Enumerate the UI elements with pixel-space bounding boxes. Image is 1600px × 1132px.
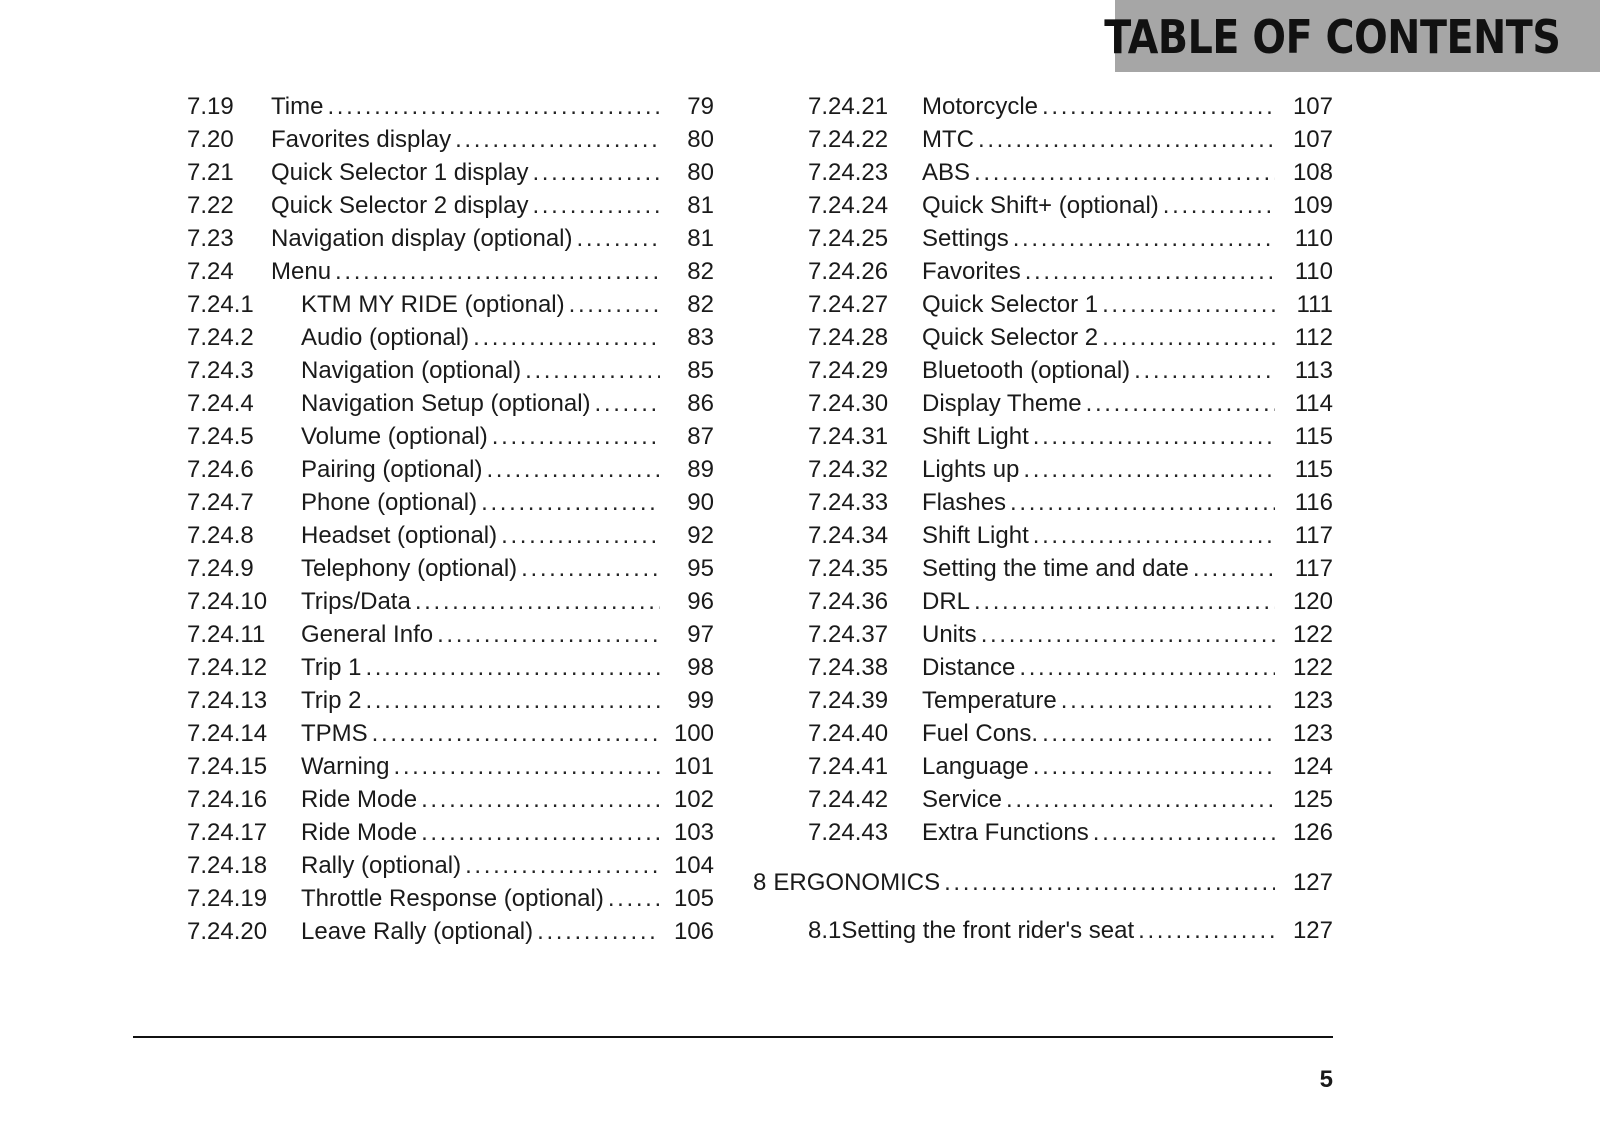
entry-number: 7.24.17 xyxy=(187,819,268,846)
toc-entry[interactable] xyxy=(187,552,714,585)
dot-leader xyxy=(481,486,660,519)
entry-number: 7.24.21 xyxy=(808,93,889,120)
chapter-page: 127 xyxy=(1292,869,1333,896)
entry-title: Favorites display xyxy=(271,126,452,153)
chapter-title: ERGONOMICS xyxy=(773,869,941,896)
entry-number: 7.24.25 xyxy=(808,225,889,252)
entry-page: 86 xyxy=(687,390,714,417)
toc-entry[interactable] xyxy=(808,156,1333,189)
entry-page: 101 xyxy=(673,753,714,780)
entry-title: Shift Light xyxy=(922,522,1029,549)
entry-title: Flashes xyxy=(922,489,1007,516)
toc-entry[interactable] xyxy=(808,914,1333,947)
entry-title: Volume (optional) xyxy=(301,423,488,450)
entry-number: 7.24.26 xyxy=(808,258,889,285)
dot-leader xyxy=(577,222,661,255)
entry-number: 7.20 xyxy=(187,126,234,153)
entry-title: Display Theme xyxy=(922,390,1082,417)
dot-leader xyxy=(521,552,660,585)
entry-page: 79 xyxy=(687,93,714,120)
dot-leader xyxy=(327,90,660,123)
toc-entry[interactable] xyxy=(808,585,1333,618)
entry-title: Quick Selector 2 xyxy=(922,324,1099,351)
entry-title: Navigation display (optional) xyxy=(271,225,573,252)
entry-number: 7.24.5 xyxy=(187,423,254,450)
entry-page: 117 xyxy=(1294,522,1333,549)
toc-entry[interactable] xyxy=(187,915,714,948)
toc-entry[interactable] xyxy=(187,453,714,486)
entry-number: 7.24.31 xyxy=(808,423,889,450)
dot-leader xyxy=(1138,914,1275,947)
entry-number: 7.24.13 xyxy=(187,687,268,714)
entry-number: 7.24.15 xyxy=(187,753,268,780)
dot-leader xyxy=(1042,90,1275,123)
entry-page: 122 xyxy=(1292,654,1333,681)
entry-title: Phone (optional) xyxy=(301,489,478,516)
entry-title: Temperature xyxy=(922,687,1057,714)
entry-title: Menu xyxy=(271,258,332,285)
toc-entry[interactable] xyxy=(187,288,714,321)
dot-leader xyxy=(944,866,1275,899)
toc-entry[interactable] xyxy=(808,552,1333,585)
entry-number: 7.24.34 xyxy=(808,522,889,549)
entry-number: 7.24.14 xyxy=(187,720,268,747)
toc-entry[interactable] xyxy=(808,288,1333,321)
dot-leader xyxy=(1033,750,1275,783)
entry-title: Audio (optional) xyxy=(301,324,470,351)
page-number: 5 xyxy=(1319,1066,1333,1093)
entry-number: 7.24.35 xyxy=(808,555,889,582)
toc-entry[interactable] xyxy=(187,651,714,684)
entry-title: Settings xyxy=(922,225,1009,252)
toc-entry[interactable] xyxy=(187,783,714,816)
toc-entry[interactable] xyxy=(187,618,714,651)
entry-number: 7.24.28 xyxy=(808,324,889,351)
dot-leader xyxy=(421,783,660,816)
dot-leader xyxy=(1010,486,1275,519)
entry-page: 115 xyxy=(1294,456,1333,483)
entry-number: 7.24.12 xyxy=(187,654,268,681)
entry-title: Favorites xyxy=(922,258,1021,285)
dot-leader xyxy=(1102,321,1275,354)
dot-leader xyxy=(437,618,660,651)
dot-leader xyxy=(365,684,660,717)
dot-leader xyxy=(1006,783,1275,816)
dot-leader xyxy=(1023,453,1275,486)
entry-number: 7.24.41 xyxy=(808,753,889,780)
entry-number: 7.24.43 xyxy=(808,819,889,846)
toc-entry[interactable] xyxy=(187,486,714,519)
entry-title: Leave Rally (optional) xyxy=(301,918,534,945)
entry-title: Lights up xyxy=(922,456,1020,483)
entry-page: 124 xyxy=(1292,753,1333,780)
dot-leader xyxy=(393,750,660,783)
toc-entry[interactable] xyxy=(187,717,714,750)
toc-chapter-entry[interactable] xyxy=(753,866,1333,899)
entry-title: Quick Shift+ (optional) xyxy=(922,192,1159,219)
dot-leader xyxy=(1193,552,1275,585)
entry-title: Rally (optional) xyxy=(301,852,462,879)
entry-page: 80 xyxy=(687,126,714,153)
toc-entry[interactable] xyxy=(187,354,714,387)
entry-page: 99 xyxy=(687,687,714,714)
entry-page: 112 xyxy=(1294,324,1333,351)
toc-entry[interactable] xyxy=(808,354,1333,387)
entry-title: Units xyxy=(922,621,977,648)
entry-number: 7.24.19 xyxy=(187,885,268,912)
entry-number: 7.24.23 xyxy=(808,159,889,186)
entry-title: Motorcycle xyxy=(922,93,1039,120)
entry-title: Ride Mode xyxy=(301,819,418,846)
entry-number: 7.24.2 xyxy=(187,324,254,351)
dot-leader xyxy=(1033,519,1275,552)
entry-page: 115 xyxy=(1294,423,1333,450)
entry-page: 108 xyxy=(1292,159,1333,186)
entry-number: 7.21 xyxy=(187,159,234,186)
toc-entry[interactable] xyxy=(187,90,714,123)
entry-title: Bluetooth (optional) xyxy=(922,357,1131,384)
dot-leader xyxy=(595,387,660,420)
entry-number: 7.24.4 xyxy=(187,390,254,417)
toc-entry[interactable] xyxy=(187,519,714,552)
dot-leader xyxy=(1013,222,1275,255)
page-title: TABLE OF CONTENTS xyxy=(1103,10,1560,64)
entry-page: 96 xyxy=(687,588,714,615)
toc-entry[interactable] xyxy=(808,387,1333,420)
dot-leader xyxy=(421,816,660,849)
toc-entry[interactable] xyxy=(808,684,1333,717)
entry-page: 104 xyxy=(673,852,714,879)
toc-entry[interactable] xyxy=(187,189,714,222)
entry-number: 7.24.30 xyxy=(808,390,889,417)
toc-entry[interactable] xyxy=(808,123,1333,156)
entry-page: 123 xyxy=(1292,687,1333,714)
entry-page: 114 xyxy=(1294,390,1333,417)
entry-page: 107 xyxy=(1292,93,1333,120)
entry-number: 7.24.11 xyxy=(187,621,266,648)
toc-right-column xyxy=(808,90,1333,849)
entry-number: 7.24.40 xyxy=(808,720,889,747)
entry-title: Setting the front rider's seat xyxy=(841,917,1135,944)
entry-page: 100 xyxy=(673,720,714,747)
dot-leader xyxy=(473,321,660,354)
header-tab xyxy=(1103,0,1600,72)
entry-page: 105 xyxy=(673,885,714,912)
entry-title: Pairing (optional) xyxy=(301,456,483,483)
entry-number: 7.24.37 xyxy=(808,621,889,648)
entry-page: 90 xyxy=(687,489,714,516)
entry-page: 82 xyxy=(687,291,714,318)
toc-entry[interactable] xyxy=(808,90,1333,123)
dot-leader xyxy=(1134,354,1275,387)
entry-title: MTC xyxy=(922,126,974,153)
entry-number: 7.24.24 xyxy=(808,192,889,219)
dot-leader xyxy=(608,882,660,915)
toc-entry[interactable] xyxy=(187,684,714,717)
toc-entry[interactable] xyxy=(808,189,1333,222)
entry-page: 87 xyxy=(687,423,714,450)
entry-number: 7.24.18 xyxy=(187,852,268,879)
entry-number: 7.24.20 xyxy=(187,918,268,945)
toc-entry[interactable] xyxy=(187,156,714,189)
entry-title: Fuel Cons. xyxy=(922,720,1039,747)
entry-title: Trip 2 xyxy=(301,687,362,714)
entry-number: 7.24.39 xyxy=(808,687,889,714)
dot-leader xyxy=(1093,816,1275,849)
entry-number: 7.24.36 xyxy=(808,588,889,615)
entry-number: 7.24.1 xyxy=(187,291,254,318)
entry-page: 103 xyxy=(673,819,714,846)
entry-title: Ride Mode xyxy=(301,786,418,813)
entry-page: 125 xyxy=(1292,786,1333,813)
dot-leader xyxy=(1042,717,1275,750)
dot-leader xyxy=(981,618,1275,651)
entry-title: Time xyxy=(271,93,324,120)
entry-title: Telephony (optional) xyxy=(301,555,518,582)
dot-leader xyxy=(365,651,660,684)
entry-page: 120 xyxy=(1292,588,1333,615)
entry-title: Navigation Setup (optional) xyxy=(301,390,591,417)
toc-entry[interactable] xyxy=(187,321,714,354)
entry-page: 109 xyxy=(1292,192,1333,219)
toc-entry[interactable] xyxy=(808,321,1333,354)
entry-title: General Info xyxy=(301,621,434,648)
toc-entry[interactable] xyxy=(187,387,714,420)
toc-entry[interactable] xyxy=(808,453,1333,486)
entry-title: Distance xyxy=(922,654,1016,681)
entry-number: 7.24.32 xyxy=(808,456,889,483)
dot-leader xyxy=(455,123,660,156)
toc-entry[interactable] xyxy=(187,750,714,783)
entry-number: 7.24.22 xyxy=(808,126,889,153)
entry-number: 7.24.33 xyxy=(808,489,889,516)
entry-number: 7.24.9 xyxy=(187,555,254,582)
entry-number: 7.22 xyxy=(187,192,234,219)
entry-number: 8.1 xyxy=(808,917,842,944)
footer-divider xyxy=(133,1036,1333,1038)
entry-number: 7.24.3 xyxy=(187,357,254,384)
entry-page: 111 xyxy=(1296,291,1333,318)
entry-number: 7.24.10 xyxy=(187,588,268,615)
toc-left-column xyxy=(187,90,714,948)
entry-page: 113 xyxy=(1294,357,1333,384)
toc-entry[interactable] xyxy=(187,222,714,255)
toc-entry[interactable] xyxy=(808,783,1333,816)
entry-title: KTM MY RIDE (optional) xyxy=(301,291,565,318)
entry-page: 117 xyxy=(1294,555,1333,582)
entry-title: ABS xyxy=(922,159,971,186)
entry-number: 7.23 xyxy=(187,225,234,252)
toc-entry[interactable] xyxy=(187,255,714,288)
dot-leader xyxy=(1019,651,1275,684)
dot-leader xyxy=(335,255,660,288)
toc-entry[interactable] xyxy=(808,420,1333,453)
dot-leader xyxy=(1061,684,1275,717)
dot-leader xyxy=(537,915,660,948)
entry-title: Trips/Data xyxy=(301,588,411,615)
entry-page: 107 xyxy=(1292,126,1333,153)
entry-number: 7.24.38 xyxy=(808,654,889,681)
toc-entry[interactable] xyxy=(187,420,714,453)
dot-leader xyxy=(415,585,660,618)
dot-leader xyxy=(1102,288,1275,321)
entry-title: DRL xyxy=(922,588,971,615)
entry-page: 95 xyxy=(687,555,714,582)
toc-entry[interactable] xyxy=(808,255,1333,288)
entry-page: 106 xyxy=(673,918,714,945)
entry-page: 89 xyxy=(687,456,714,483)
entry-title: Throttle Response (optional) xyxy=(301,885,604,912)
dot-leader xyxy=(492,420,660,453)
dot-leader xyxy=(486,453,660,486)
entry-number: 7.24.27 xyxy=(808,291,889,318)
toc-entry[interactable] xyxy=(808,816,1333,849)
entry-page: 80 xyxy=(687,159,714,186)
entry-page: 127 xyxy=(1292,917,1333,944)
toc-entry[interactable] xyxy=(808,651,1333,684)
dot-leader xyxy=(532,189,660,222)
entry-number: 7.24.6 xyxy=(187,456,254,483)
dot-leader xyxy=(525,354,660,387)
entry-title: Language xyxy=(922,753,1029,780)
entry-title: Quick Selector 1 xyxy=(922,291,1099,318)
entry-title: Quick Selector 2 display xyxy=(271,192,529,219)
entry-page: 81 xyxy=(687,192,714,219)
dot-leader xyxy=(978,123,1275,156)
entry-number: 7.24.7 xyxy=(187,489,254,516)
toc-entry[interactable] xyxy=(808,486,1333,519)
dot-leader xyxy=(501,519,660,552)
entry-page: 81 xyxy=(687,225,714,252)
entry-number: 7.24.16 xyxy=(187,786,268,813)
entry-page: 122 xyxy=(1292,621,1333,648)
chapter-number: 8 xyxy=(753,869,767,896)
dot-leader xyxy=(1025,255,1275,288)
toc-entry[interactable] xyxy=(808,519,1333,552)
entry-page: 92 xyxy=(687,522,714,549)
dot-leader xyxy=(1086,387,1275,420)
dot-leader xyxy=(569,288,660,321)
entry-title: Trip 1 xyxy=(301,654,362,681)
dot-leader xyxy=(1033,420,1275,453)
entry-title: Warning xyxy=(301,753,390,780)
entry-title: TPMS xyxy=(301,720,368,747)
entry-title: Setting the time and date xyxy=(922,555,1189,582)
entry-page: 116 xyxy=(1294,489,1333,516)
entry-page: 110 xyxy=(1294,258,1333,285)
entry-number: 7.24 xyxy=(187,258,234,285)
entry-page: 123 xyxy=(1292,720,1333,747)
entry-page: 126 xyxy=(1292,819,1333,846)
entry-title: Quick Selector 1 display xyxy=(271,159,529,186)
entry-page: 83 xyxy=(687,324,714,351)
entry-number: 7.19 xyxy=(187,93,234,120)
toc-entry[interactable] xyxy=(808,717,1333,750)
entry-title: Shift Light xyxy=(922,423,1029,450)
entry-page: 102 xyxy=(673,786,714,813)
entry-title: Headset (optional) xyxy=(301,522,498,549)
dot-leader xyxy=(974,156,1275,189)
toc-entry[interactable] xyxy=(187,816,714,849)
toc-entry[interactable] xyxy=(187,882,714,915)
entry-page: 85 xyxy=(687,357,714,384)
toc-entry[interactable] xyxy=(808,750,1333,783)
entry-number: 7.24.42 xyxy=(808,786,889,813)
entry-number: 7.24.29 xyxy=(808,357,889,384)
dot-leader xyxy=(1163,189,1275,222)
entry-page: 97 xyxy=(687,621,714,648)
toc-entry[interactable] xyxy=(808,222,1333,255)
dot-leader xyxy=(532,156,660,189)
dot-leader xyxy=(974,585,1275,618)
entry-page: 110 xyxy=(1294,225,1333,252)
toc-entry[interactable] xyxy=(187,585,714,618)
toc-entry[interactable] xyxy=(187,123,714,156)
entry-number: 7.24.8 xyxy=(187,522,254,549)
dot-leader xyxy=(465,849,660,882)
dot-leader xyxy=(372,717,660,750)
entry-title: Navigation (optional) xyxy=(301,357,522,384)
toc-entry[interactable] xyxy=(187,849,714,882)
entry-title: Extra Functions xyxy=(922,819,1089,846)
entry-page: 82 xyxy=(687,258,714,285)
toc-entry[interactable] xyxy=(808,618,1333,651)
entry-title: Service xyxy=(922,786,1003,813)
entry-page: 98 xyxy=(687,654,714,681)
